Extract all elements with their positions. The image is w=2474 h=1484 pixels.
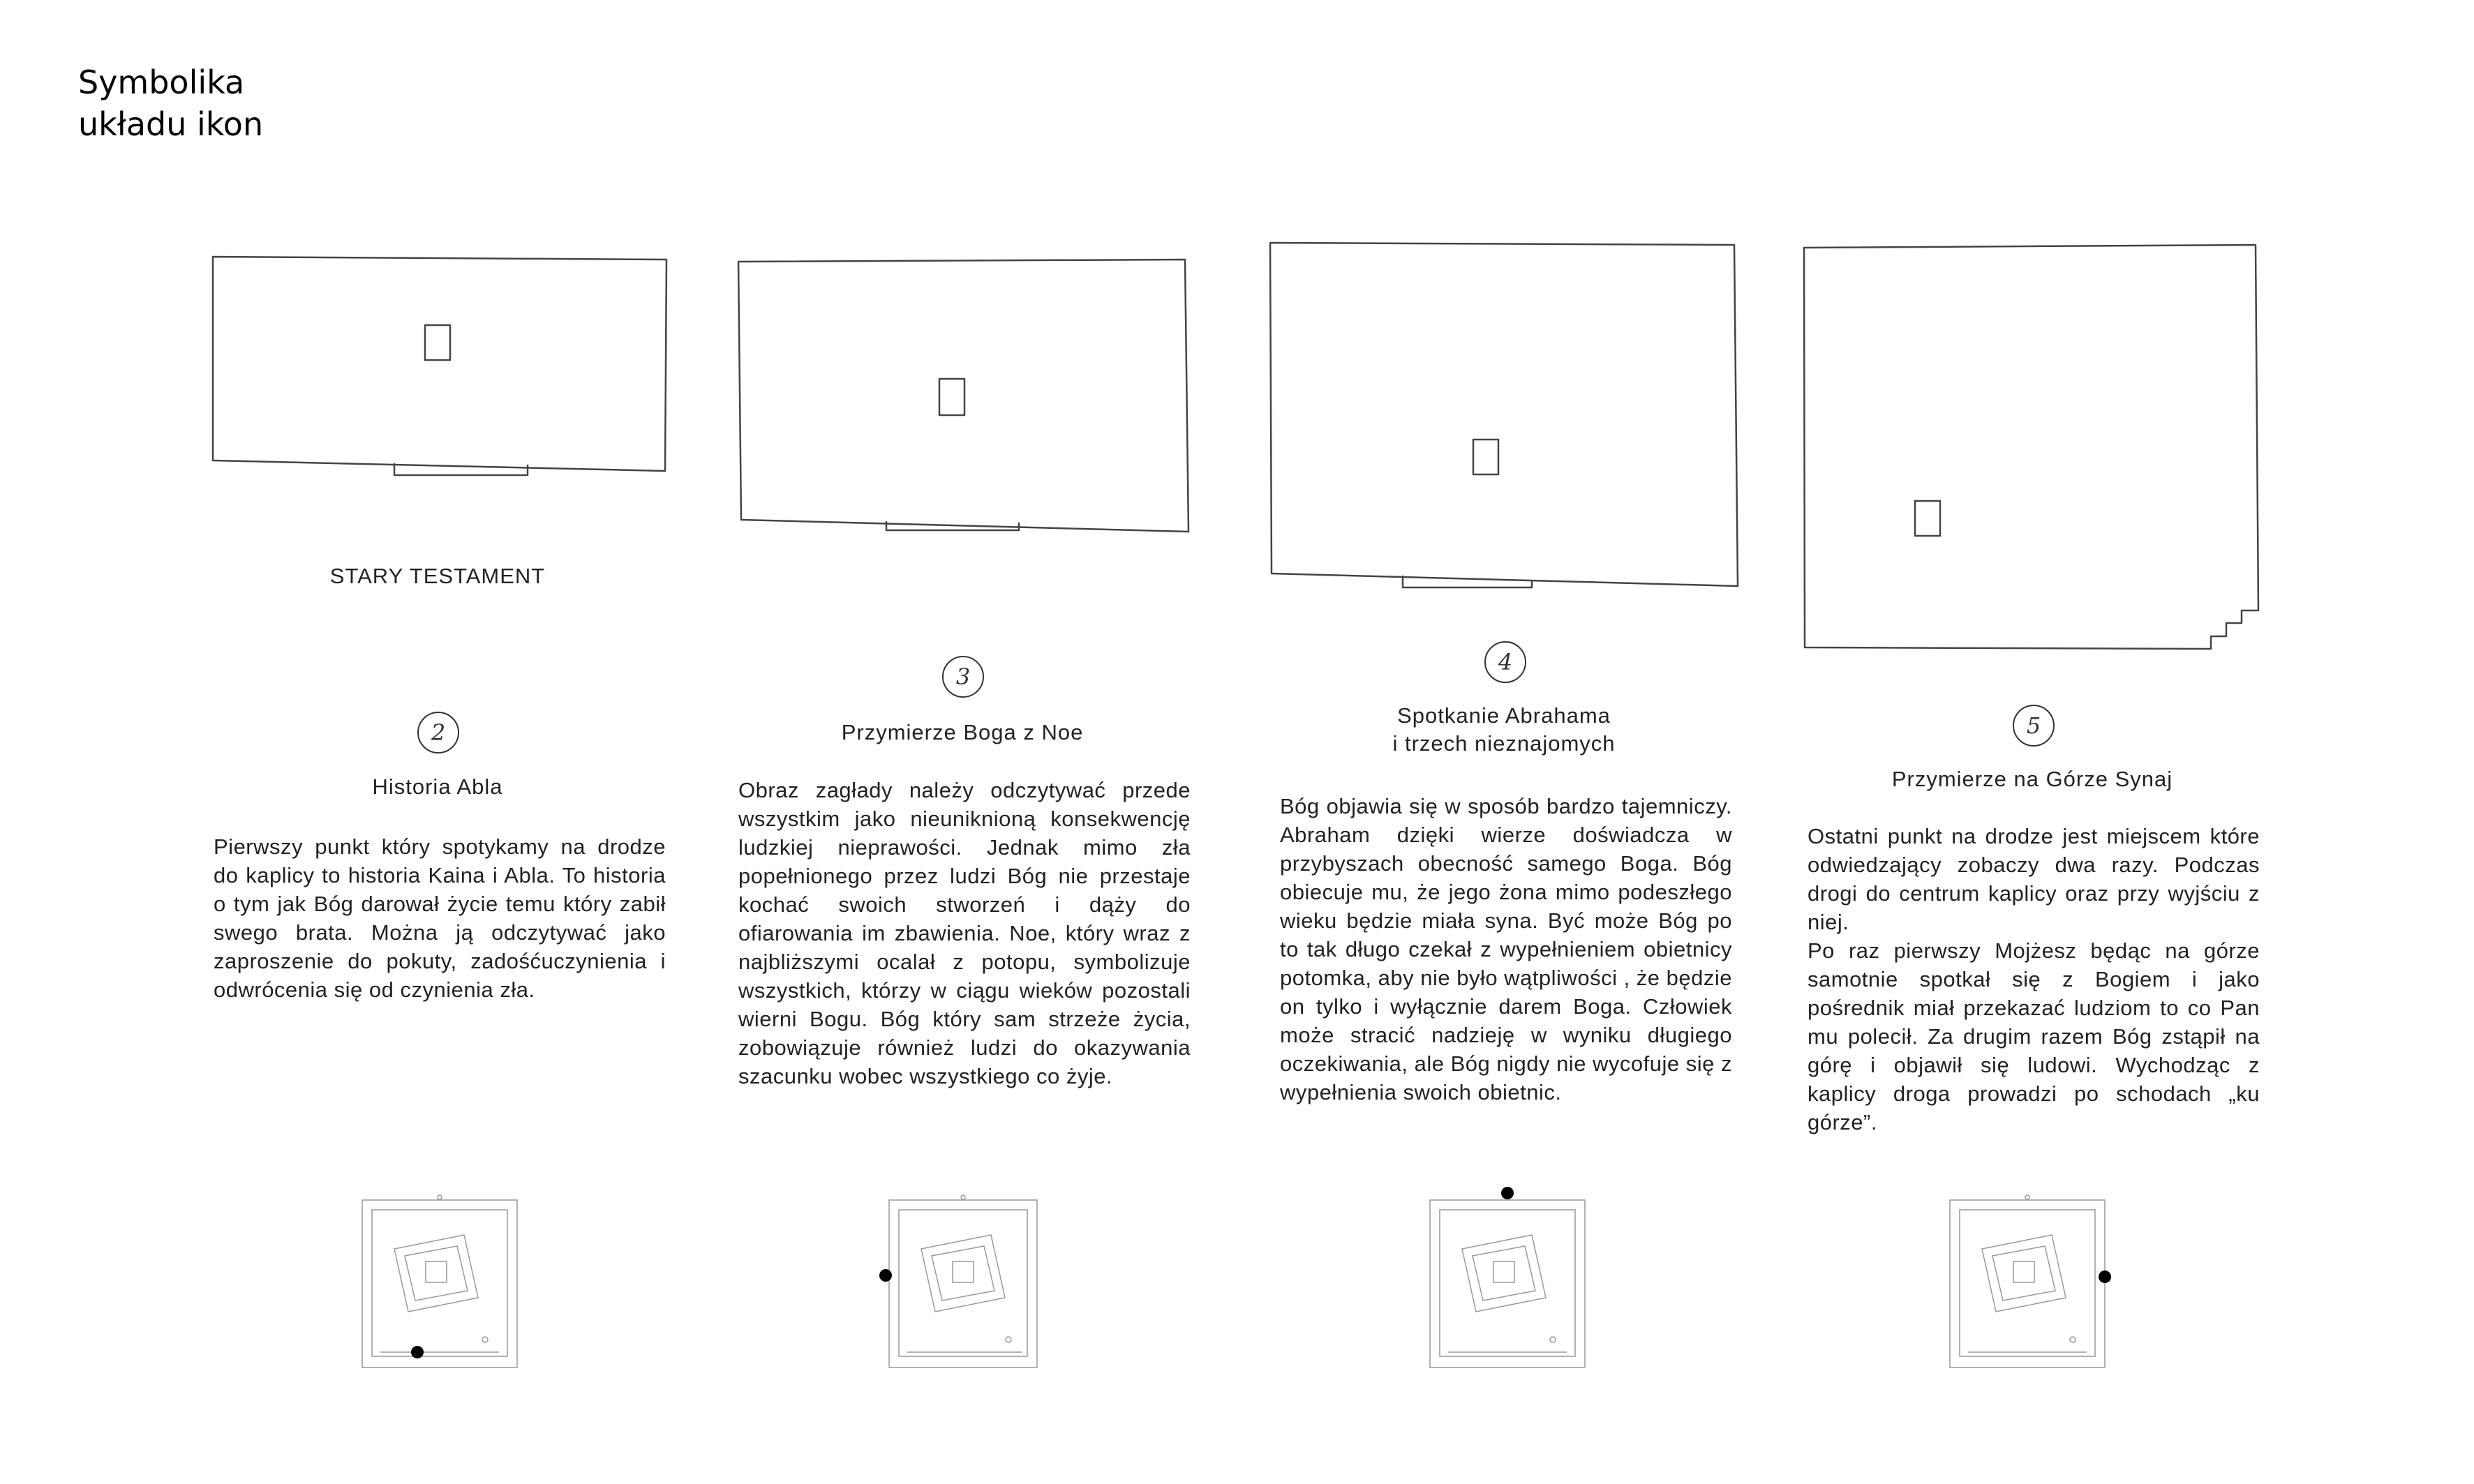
number-badge-5: 5 xyxy=(2013,705,2055,747)
paragraph: Po raz pierwszy Mojżesz będąc na górze samotnie spotkał się z Bogiem i jako pośrednik miał przekazać ludziom to co Pan mu polecił. Za drugim razem Bóg zstąpił na górę i objawił się ludowi. Wychodząc z kaplicy droga prowadzi po schodach „ku górze”. xyxy=(1808,938,2260,1134)
section-label: STARY TESTAMENT xyxy=(329,564,546,588)
number-badge-3: 3 xyxy=(942,656,984,698)
paragraph: Obraz zagłady należy odczytywać przede wszystkim jako nieuniknioną konsekwencję ludzkiej nieprawości. Jednak mimo zła popełnionego przez ludzi Bóg nie przestaje kochać swoich stworzeń i dąży do ofiarowania im zbawienia. Noe, który wraz z najbliższymi ocalał z potopu, symbolizuje wszystkich, którzy w ciągu wieków pozostali wierni Bogu. Bóg który sam strzeże życia, zobowiązuje również ludzi do okazywania szacunku wobec wszystkiego co żyje. xyxy=(738,778,1191,1088)
wall-elevation-2 xyxy=(738,260,1188,532)
location-marker-icon xyxy=(411,1346,424,1358)
location-marker-icon xyxy=(1501,1187,1514,1199)
panel-heading-4: Przymierze na Górze Synaj xyxy=(1891,767,2173,791)
chapel-plan-icon xyxy=(879,1193,1040,1374)
chapel-plan-icon xyxy=(359,1193,520,1374)
wall-elevation-4 xyxy=(1804,245,2258,649)
wall-elevation-1 xyxy=(213,257,666,475)
niche-sketch-icon xyxy=(1473,440,1498,474)
panel-text-2 xyxy=(738,776,1191,1090)
panel-text-1 xyxy=(214,832,666,1004)
panel-heading-2: Przymierze Boga z Noe xyxy=(841,720,1084,744)
panel-text-4 xyxy=(1808,822,2260,1137)
number-badge-4: 4 xyxy=(1484,641,1526,683)
niche-sketch-icon xyxy=(1915,501,1940,536)
panel-heading-3 xyxy=(1392,702,1615,758)
panel-heading-1: Historia Abla xyxy=(372,774,503,799)
location-marker-icon xyxy=(2099,1271,2111,1283)
wall-elevation-3 xyxy=(1270,243,1738,587)
heading-line: i trzech nieznajomych xyxy=(1392,731,1616,756)
panel-text-3 xyxy=(1280,792,1732,1107)
location-marker-icon xyxy=(879,1269,892,1282)
niche-sketch-icon xyxy=(425,325,450,360)
paragraph: Bóg objawia się w sposób bardzo tajemniczy. Abraham dzięki wierze doświadcza w przybyszach obecność samego Boga. Bóg obiecuje mu, że jego żona mimo podeszłego wieku będzie miała syna. Być może Bóg po to tak długo czekał z wypełnieniem obietnicy potomka, aby nie było wątpliwości , że będzie on tylko i wyłącznie darem Boga. Człowiek może stracić nadzieję w wyniku długiego oczekiwania, ale Bóg nigdy nie wycofuje się z wypełnienia swoich obietnic. xyxy=(1280,794,1733,1104)
paragraph: Ostatni punkt na drodze jest miejscem które odwiedzający zobaczy dwa razy. Podczas drogi do centrum kaplicy oraz przy wyjściu z niej. xyxy=(1808,824,2260,934)
title-line-1: Symbolika xyxy=(78,63,245,101)
number-badge-2: 2 xyxy=(417,712,459,754)
paragraph: Pierwszy punkt który spotykamy na drodze do kaplicy to historia Kaina i Abla. To historia o tym jak Bóg darował życie temu który zabił swego brata. Można ją odczytywać jako zaproszenie do pokuty, zadośćuczynienia i odwrócenia się od czynienia zła. xyxy=(214,834,666,1002)
niche-sketch-icon xyxy=(939,379,964,415)
heading-line: Spotkanie Abrahama xyxy=(1397,703,1611,728)
title-line-2: układu ikon xyxy=(78,105,264,143)
chapel-plan-icon xyxy=(1947,1193,2115,1374)
chapel-plan-icon xyxy=(1427,1186,1588,1374)
